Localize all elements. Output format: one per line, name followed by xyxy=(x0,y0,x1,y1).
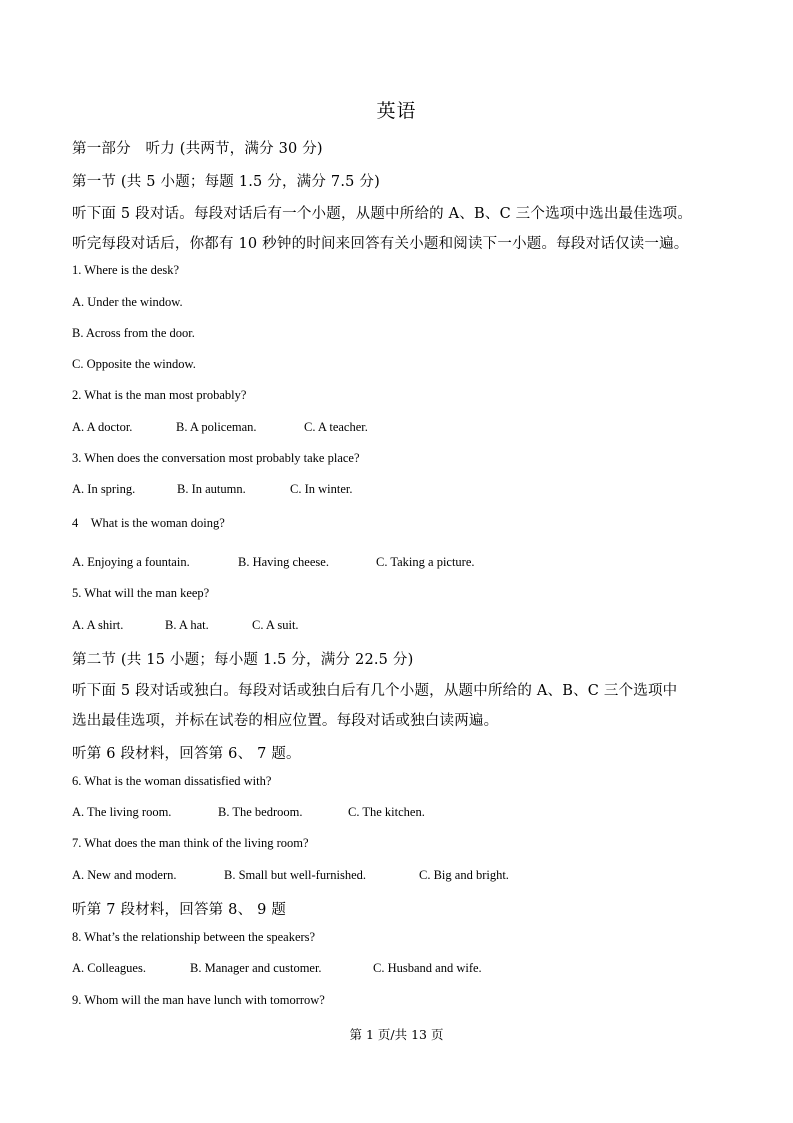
question-3: 3. When does the conversation most probably take place? xyxy=(72,451,360,465)
section1-instruction-line2: 听完每段对话后，你都有 10 秒钟的时间来回答有关小题和阅读下一小题。每段对话仅读一遍。 xyxy=(72,236,689,252)
question-4-option-a: A. Enjoying a fountain. xyxy=(72,555,190,569)
question-1-option-a: A. Under the window. xyxy=(72,295,183,309)
question-1: 1. Where is the desk? xyxy=(72,263,180,277)
section2-instruction-line2: 选出最佳选项，并标在试卷的相应位置。每段对话或独白读两遍。 xyxy=(72,713,499,729)
section2-heading: 第二节 (共 15 小题；每小题 1.5 分，满分 22.5 分) xyxy=(72,652,414,668)
question-8-options xyxy=(72,961,482,976)
question-8-option-b: B. Manager and customer. xyxy=(190,961,322,975)
section2-instruction-line1: 听下面 5 段对话或独白。每段对话或独白后有几个小题，从题中所给的 A、B、C 三个选项中 xyxy=(72,683,678,699)
question-3-options xyxy=(72,482,353,497)
question-8: 8. What’s the relationship between the speakers? xyxy=(72,930,316,944)
section1-instruction-line1: 听下面 5 段对话。每段对话后有一个小题，从题中所给的 A、B、C 三个选项中选出最佳选项。 xyxy=(72,206,693,222)
page-footer: 第 1 页/共 13 页 xyxy=(349,1027,444,1042)
question-1-option-b: B. Across from the door. xyxy=(72,326,195,340)
question-6-option-c: C. The kitchen. xyxy=(348,805,425,819)
question-4: 4 What is the woman doing? xyxy=(72,516,225,530)
question-6: 6. What is the woman dissatisfied with? xyxy=(72,774,272,788)
question-5-option-a: A. A shirt. xyxy=(72,618,124,632)
question-9: 9. Whom will the man have lunch with tomorrow? xyxy=(72,993,325,1007)
material-7-heading: 听第 7 段材料，回答第 8、 9 题 xyxy=(72,902,287,918)
question-8-option-c: C. Husband and wife. xyxy=(373,961,482,975)
question-6-option-b: B. The bedroom. xyxy=(218,805,303,819)
question-8-option-a: A. Colleagues. xyxy=(72,961,146,975)
question-4-options xyxy=(72,555,475,570)
question-7-option-b: B. Small but well-furnished. xyxy=(224,868,366,882)
question-2-option-c: C. A teacher. xyxy=(304,420,368,434)
question-3-option-c: C. In winter. xyxy=(290,482,353,496)
question-7-options xyxy=(72,868,509,883)
question-1-option-c: C. Opposite the window. xyxy=(72,357,196,371)
question-5-option-b: B. A hat. xyxy=(165,618,209,632)
question-2: 2. What is the man most probably? xyxy=(72,388,247,402)
section1-heading: 第一节 (共 5 小题；每题 1.5 分，满分 7.5 分) xyxy=(72,174,380,190)
question-3-option-b: B. In autumn. xyxy=(177,482,246,496)
question-6-option-a: A. The living room. xyxy=(72,805,172,819)
question-2-option-b: B. A policeman. xyxy=(176,420,257,434)
question-5-options xyxy=(72,618,299,633)
question-7: 7. What does the man think of the living room? xyxy=(72,836,309,850)
question-7-option-a: A. New and modern. xyxy=(72,868,177,882)
question-7-option-c: C. Big and bright. xyxy=(419,868,509,882)
question-5: 5. What will the man keep? xyxy=(72,586,210,600)
part-heading: 第一部分 听力 (共两节，满分 30 分) xyxy=(72,141,323,157)
question-2-options xyxy=(72,420,368,435)
page-title: 英语 xyxy=(376,100,417,122)
question-3-option-a: A. In spring. xyxy=(72,482,136,496)
question-2-option-a: A. A doctor. xyxy=(72,420,133,434)
question-4-option-b: B. Having cheese. xyxy=(238,555,329,569)
question-4-option-c: C. Taking a picture. xyxy=(376,555,475,569)
question-6-options xyxy=(72,805,425,820)
question-5-option-c: C. A suit. xyxy=(252,618,299,632)
material-6-heading: 听第 6 段材料，回答第 6、 7 题。 xyxy=(72,746,301,762)
